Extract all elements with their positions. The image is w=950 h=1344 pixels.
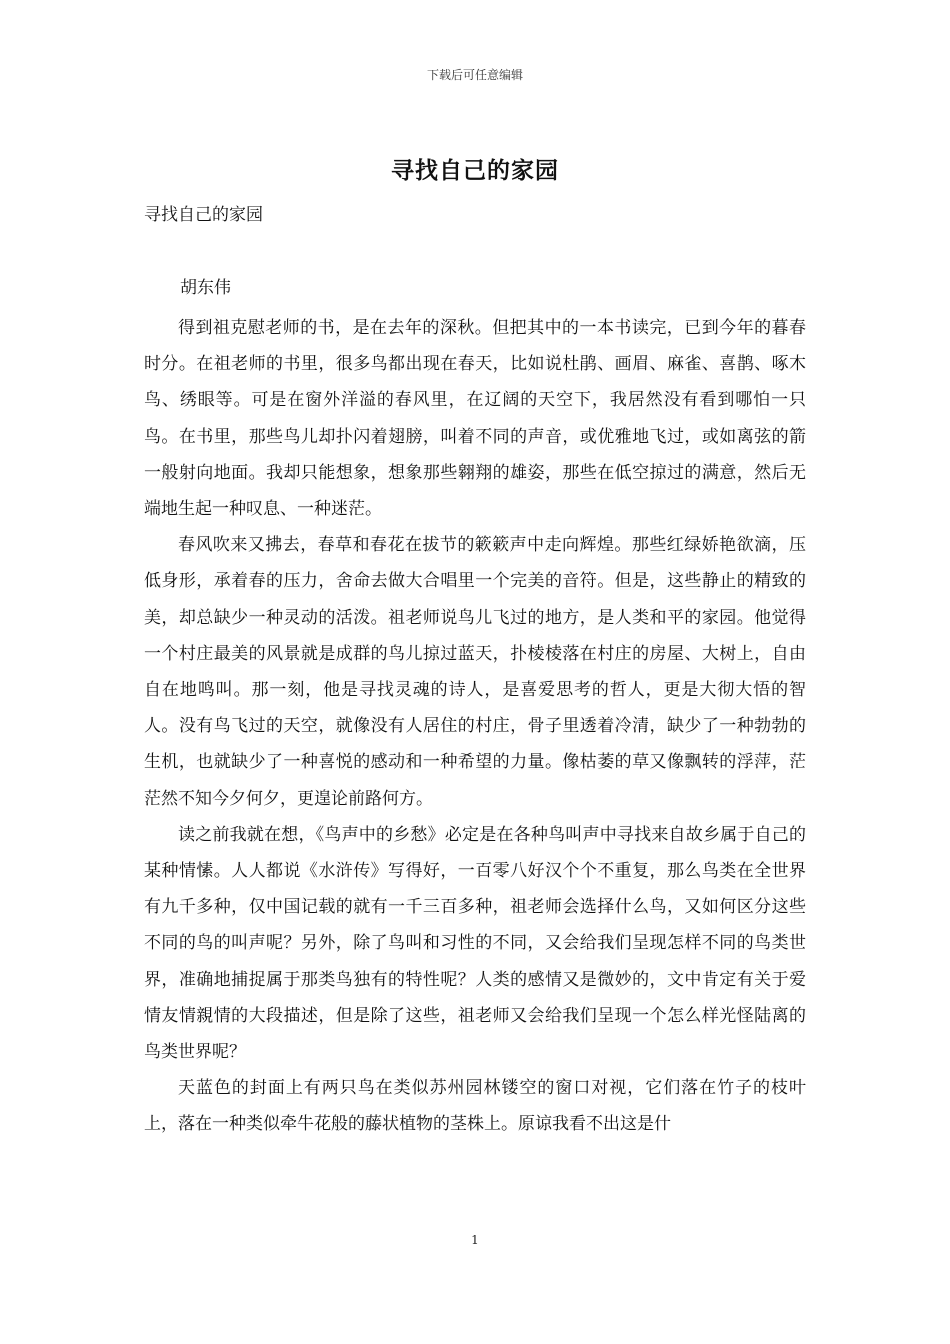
paragraph-3: 读之前我就在想，《鸟声中的乡愁》必定是在各种鸟叫声中寻找来自故乡属于自己的某种情愫。人人都说《水浒传》写得好，一百零八好汉个个不重复，那么鸟类在全世界有九千多种，仅中国记载的就有一千三百多种，祖老师会选择什么鸟，又如何区分这些不同的鸟的叫声呢？另外，除了鸟叫和习性的不同，又会给我们呈现怎样不同的鸟类世界，准确地捕捉属于那类鸟独有的特性呢？人类的感情又是微妙的，文中肯定有关于爱情友情親情的大段描述，但是除了这些，祖老师又会给我们呈现一个怎么样光怪陆离的鸟类世界呢？ bbox=[144, 824, 806, 1063]
article-body bbox=[144, 310, 806, 1143]
header-note: 下载后可任意编辑 bbox=[426, 68, 523, 82]
document-title: 寻找自己的家园 bbox=[391, 158, 559, 184]
paragraph-1: 得到祖克慰老师的书，是在去年的深秋。但把其中的一本书读完，已到今年的暮春时分。在祖老师的书里，很多鸟都出现在春天，比如说杜鹃、画眉、麻雀、喜鹊、啄木鸟、绣眼等。可是在窗外洋溢的春风里，在辽阔的天空下，我居然没有看到哪怕一只鸟。在书里，那些鸟儿却扑闪着翅膀，叫着不同的声音，或优雅地飞过，或如离弦的箭一般射向地面。我却只能想象，想象那些翱翔的雄姿，那些在低空掠过的满意，然后无端地生起一种叹息、一种迷茫。 bbox=[144, 318, 806, 520]
paragraph-2: 春风吹来又拂去，春草和春花在拔节的簌簌声中走向辉煌。那些红绿娇艳欲滴，压低身形，承着春的压力，舍命去做大合唱里一个完美的音符。但是，这些静止的精致的美，却总缺少一种灵动的活泼。祖老师说鸟儿飞过的地方，是人类和平的家园。他觉得一个村庄最美的风景就是成群的鸟儿掠过蓝天，扑棱棱落在村庄的房屋、大树上，自由自在地鸣叫。那一刻，他是寻找灵魂的诗人，是喜爱思考的哲人，更是大彻大悟的智人。没有鸟飞过的天空，就像没有人居住的村庄，骨子里透着冷清，缺少了一种勃勃的生机，也就缺少了一种喜悦的感动和一种希望的力量。像枯萎的草又像飘转的浮萍，茫茫然不知今夕何夕，更遑论前路何方。 bbox=[144, 535, 806, 809]
document-subtitle: 寻找自己的家园 bbox=[144, 205, 263, 225]
page-number: 1 bbox=[471, 1233, 479, 1247]
paragraph-4: 天蓝色的封面上有两只鸟在类似苏州园林镂空的窗口对视，它们落在竹子的枝叶上，落在一种类似牵牛花般的藤状植物的茎株上。原谅我看不出这是什 bbox=[144, 1078, 806, 1135]
author-name: 胡东伟 bbox=[180, 278, 231, 298]
